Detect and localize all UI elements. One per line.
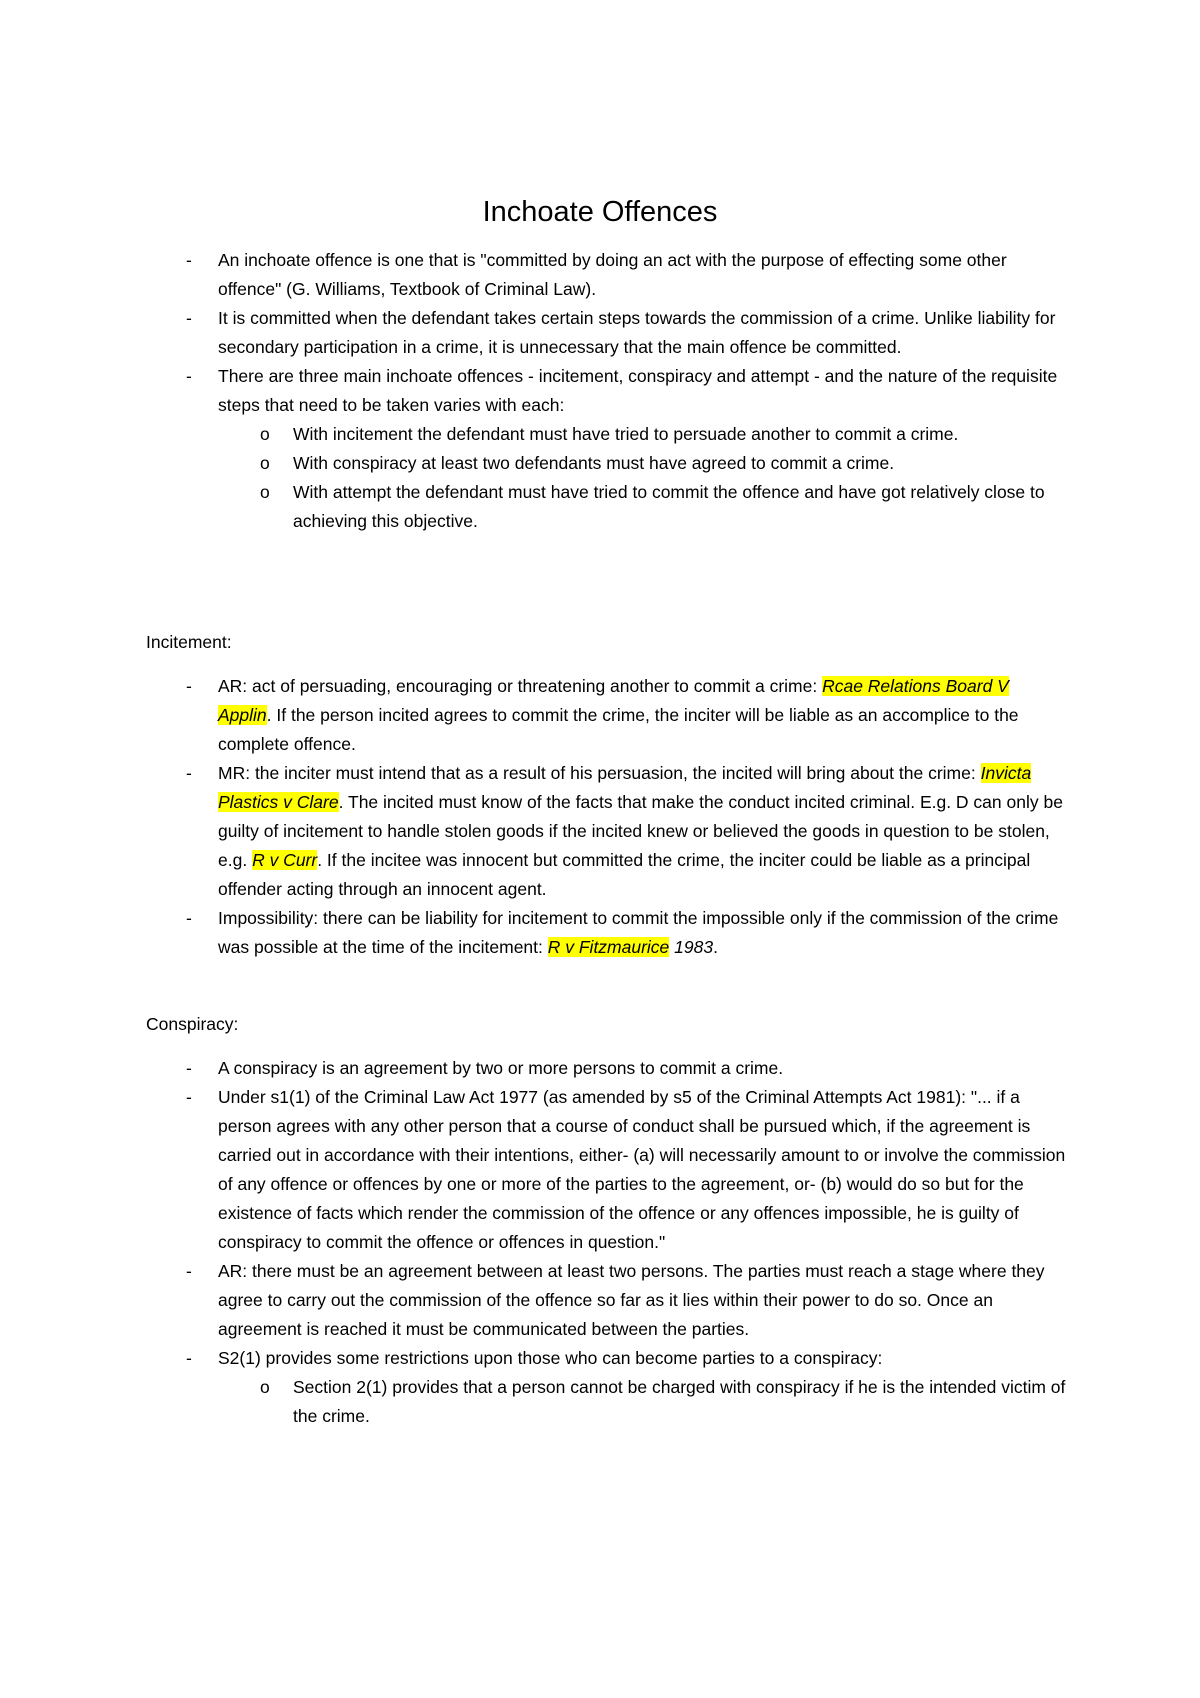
sub-bullet: o (260, 482, 270, 502)
list-item (146, 759, 1066, 904)
sub-bullet: o (260, 453, 270, 473)
case-citation-highlight: Rcae Relations Board V Applin (218, 676, 1009, 725)
list-item-text: An inchoate offence is one that is "committed by doing an act with the purpose of effecting some other offence" (G. Williams, Textbook of Criminal Law). (218, 250, 1007, 299)
bullet-dash: - (186, 908, 192, 928)
text-segment: . (713, 937, 718, 957)
text-segment: . If the incitee was innocent but committed the crime, the inciter could be liable as a principal offender acting through an innocent agent. (218, 850, 1031, 899)
section-heading: Conspiracy: (146, 1014, 239, 1034)
conspiracy-list (146, 1054, 1066, 1431)
bullet-dash: - (186, 250, 192, 270)
sub-list-item (146, 449, 1066, 478)
list-item-text: There are three main inchoate offences - incitement, conspiracy and attempt - and the nature of the requisite steps that need to be taken varies with each: (218, 366, 1058, 415)
bullet-dash: - (186, 1261, 192, 1281)
sub-bullet: o (260, 1377, 270, 1397)
text-segment: MR: the inciter must intend that as a result of his persuasion, the incited will bring about the crime: (218, 763, 981, 783)
list-item (146, 1257, 1066, 1344)
section-heading: Incitement: (146, 632, 232, 652)
bullet-dash: - (186, 1058, 192, 1078)
intro-list (146, 246, 1066, 536)
list-item (146, 304, 1066, 362)
list-item (146, 1344, 1066, 1373)
list-item (146, 1083, 1066, 1257)
sub-list-item-text: Section 2(1) provides that a person cannot be charged with conspiracy if he is the intended victim of the crime. (293, 1377, 1066, 1426)
case-citation-highlight: R v Curr (252, 850, 318, 870)
bullet-dash: - (186, 676, 192, 696)
case-year: 1983 (669, 937, 714, 957)
text-segment: . The incited must know of the facts that make the conduct incited criminal. E.g. D can only be guilty of incitement to handle stolen goods if the incited knew or believed the goods in question to be stolen, e.g. (218, 792, 1063, 870)
page-title: Inchoate Offences (482, 196, 718, 228)
list-item-text: A conspiracy is an agreement by two or more persons to commit a crime. (218, 1058, 784, 1078)
list-item (146, 672, 1066, 759)
text-segment: . If the person incited agrees to commit the crime, the inciter will be liable as an accomplice to the complete offence. (218, 705, 1019, 754)
bullet-dash: - (186, 763, 192, 783)
list-item (146, 904, 1066, 962)
sub-list-item (146, 420, 1066, 449)
sub-list-item (146, 478, 1066, 536)
sub-list-item-text: With incitement the defendant must have tried to persuade another to commit a crime. (293, 424, 959, 444)
bullet-dash: - (186, 1087, 192, 1107)
incitement-list (146, 672, 1066, 962)
section-conspiracy-heading (146, 1010, 1066, 1039)
case-citation-highlight: R v Fitzmaurice (547, 937, 670, 957)
list-item-text: It is committed when the defendant takes certain steps towards the commission of a crime. Unlike liability for secondary participation in a crime, it is unnecessary that the main offence be committed. (218, 308, 1056, 357)
text-segment: Impossibility: there can be liability for incitement to commit the impossible only if the commission of the crime was possible at the time of the incitement: (218, 908, 1059, 957)
list-item (146, 1054, 1066, 1083)
list-item-text: AR: there must be an agreement between at least two persons. The parties must reach a stage where they agree to carry out the commission of the offence so far as it lies within their power to do so. Once an agreement is reached it must be communicated between the parties. (218, 1261, 1045, 1339)
sub-list-item-text: With attempt the defendant must have tried to commit the offence and have got relatively close to achieving this objective. (293, 482, 1045, 531)
sub-list-item-text: With conspiracy at least two defendants must have agreed to commit a crime. (293, 453, 895, 473)
list-item (146, 362, 1066, 420)
sub-list-item (146, 1373, 1066, 1431)
bullet-dash: - (186, 1348, 192, 1368)
section-incitement-heading (146, 628, 1066, 657)
bullet-dash: - (186, 366, 192, 386)
text-segment: AR: act of persuading, encouraging or threatening another to commit a crime: (218, 676, 823, 696)
sub-bullet: o (260, 424, 270, 444)
case-citation-highlight: Invicta Plastics v Clare (218, 763, 1032, 812)
list-item-text: S2(1) provides some restrictions upon those who can become parties to a conspiracy: (218, 1348, 883, 1368)
list-item-text: Under s1(1) of the Criminal Law Act 1977 (as amended by s5 of the Criminal Attempts Act 1981): "... if a person agrees with any other person that a course of conduct shall be pursued which, if the agreement is carried out in accordance with their intentions, either- (a) will necessarily amount to or involve the commission of any offence or offences by one or more of the parties to the agreement, or- (b) would do so but for the existence of facts which render the commission of the offence or any offences impossible, he is guilty of conspiracy to commit the offence or offences in question." (218, 1087, 1066, 1252)
list-item (146, 246, 1066, 304)
bullet-dash: - (186, 308, 192, 328)
